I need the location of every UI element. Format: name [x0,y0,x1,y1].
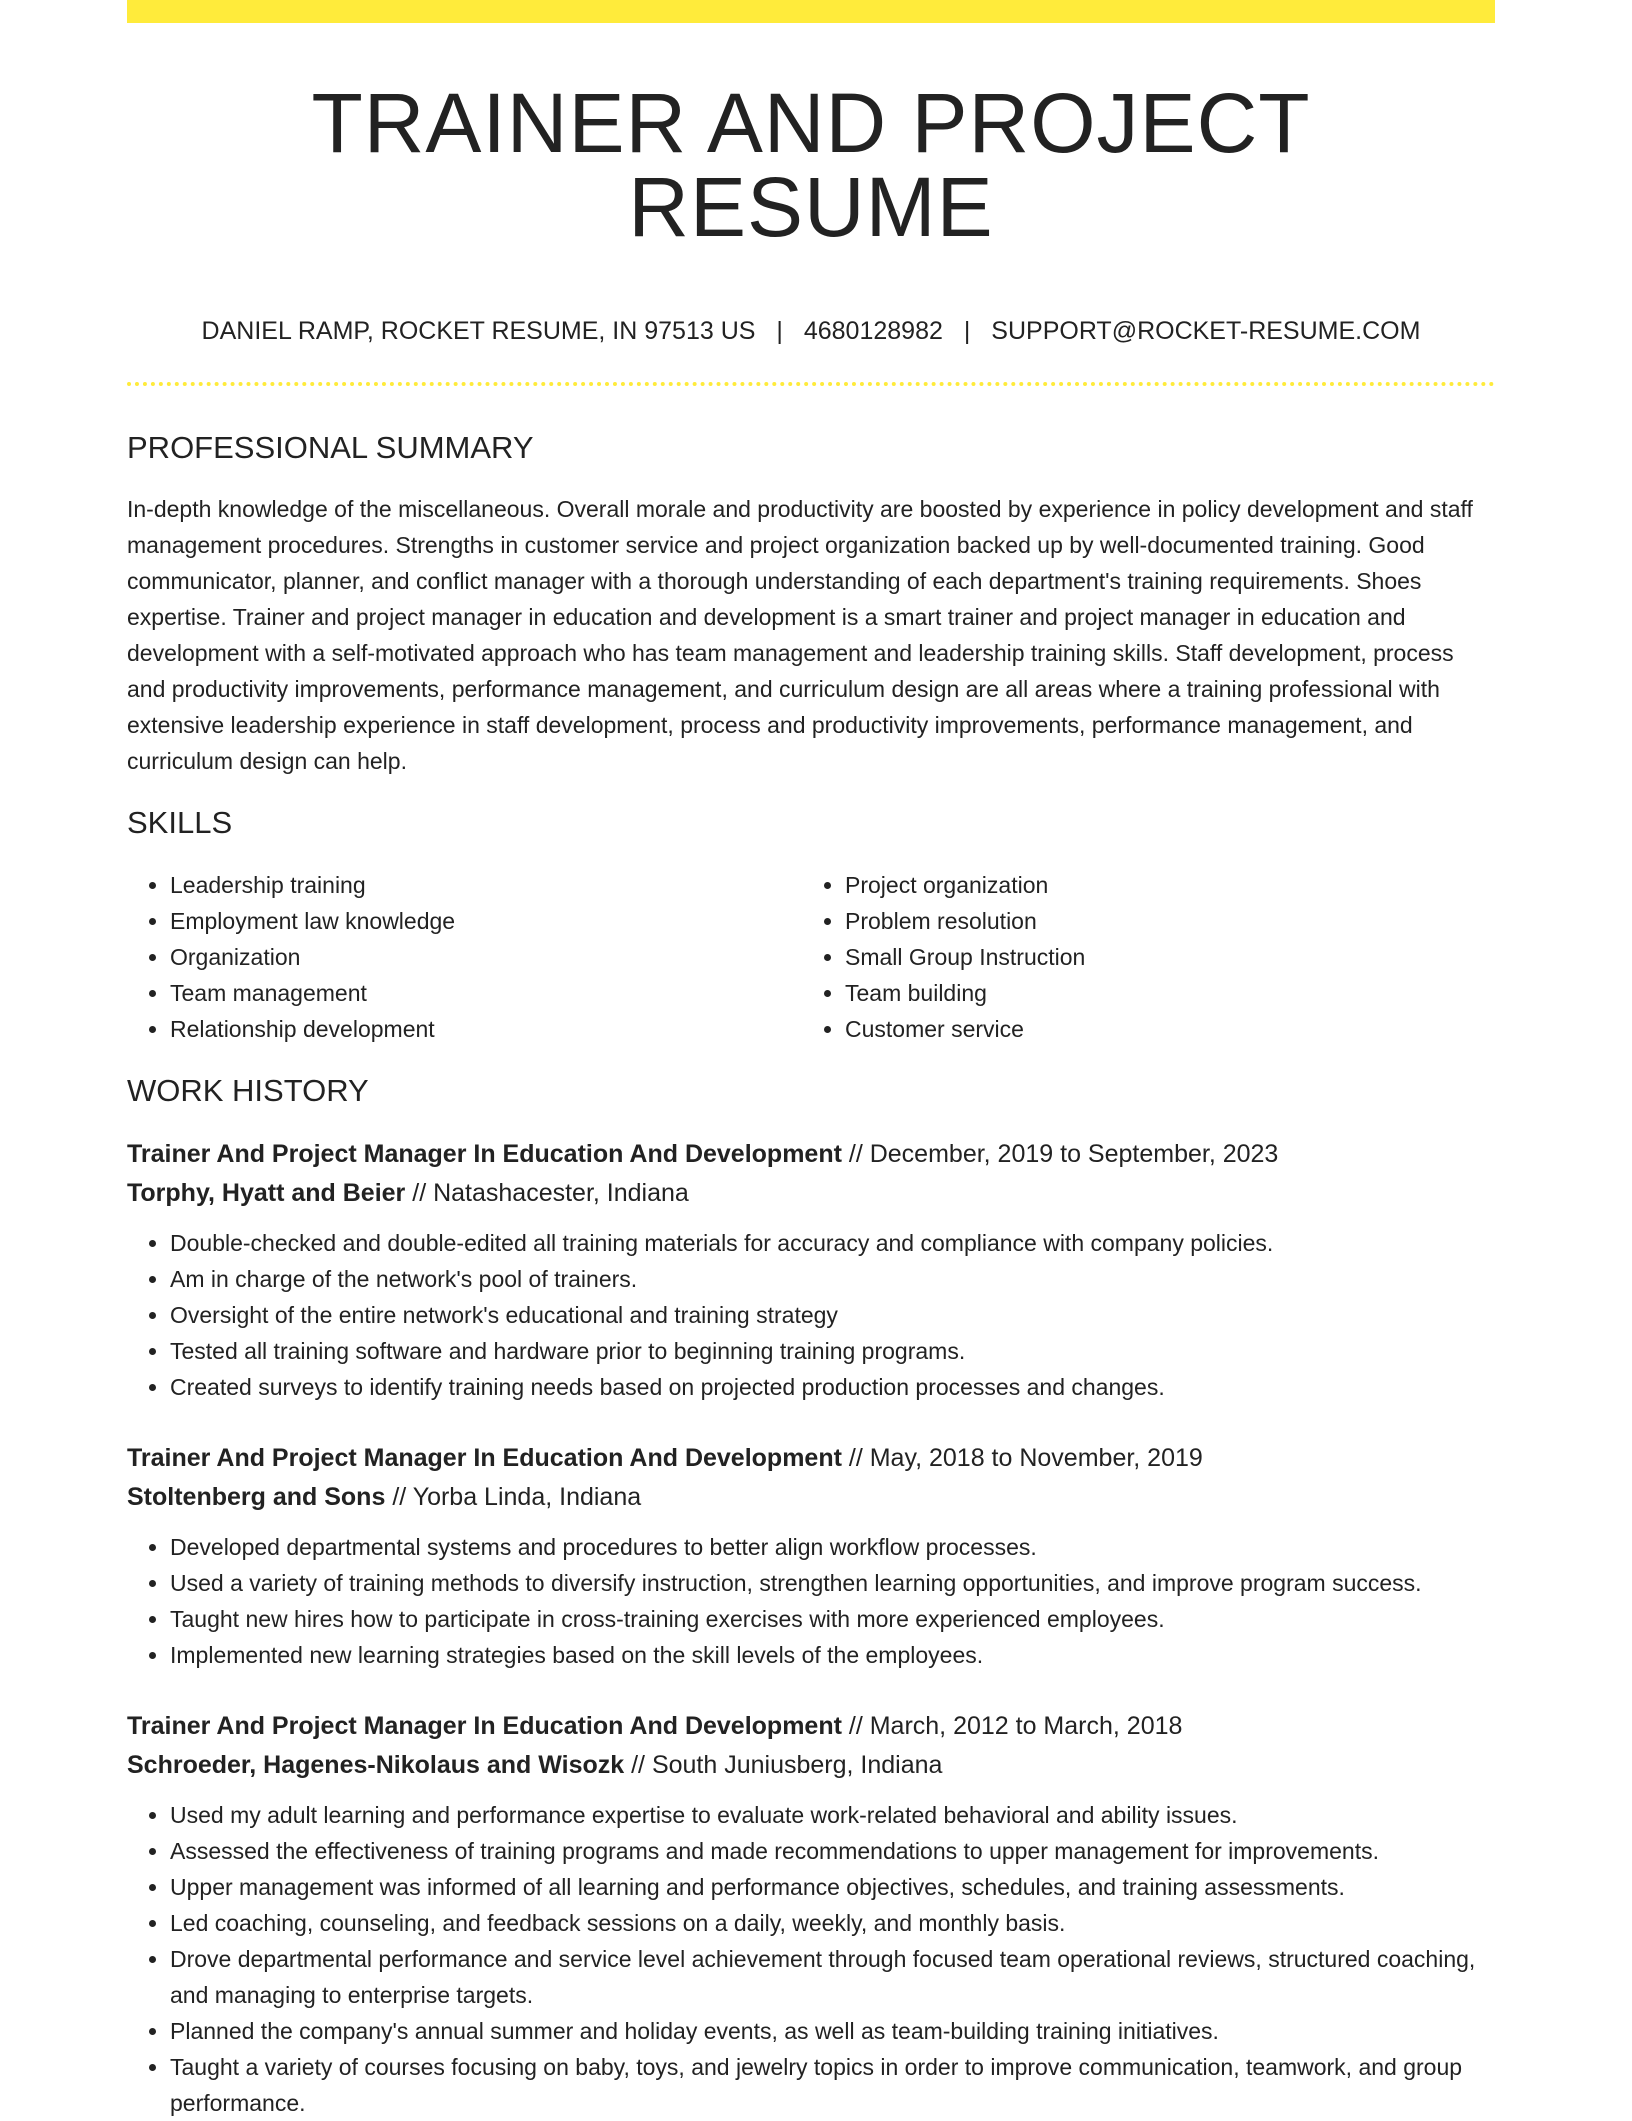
summary-heading: PROFESSIONAL SUMMARY [127,430,534,465]
contact-address: DANIEL RAMP, ROCKET RESUME, IN 97513 US [201,317,756,345]
job-location: // Natashacester, Indiana [412,1179,689,1207]
job-bullets [127,1797,1495,2121]
skill-item: • Problem resolution [845,903,1477,939]
job-dates: // May, 2018 to November, 2019 [848,1444,1203,1472]
job-company: Torphy, Hyatt and Beier [127,1179,406,1207]
summary-text: In-depth knowledge of the miscellaneous. Overall morale and productivity are boosted by experience in policy development and staff management procedures. Strengths in customer service and project organization backed up by well-documented training. Good communicator, planner, and conflict manager with a thorough understanding of each department's training requirements. Shoes expertise. Trainer and project manager in education and development is a smart trainer and project manager in education and development with a self-motivated approach who has team management and leadership training skills. Staff development, process and productivity improvements, performance management, and curriculum design are all areas where a training professional with extensive leadership experience in staff development, process and productivity improvements, performance management, and curriculum design can help. [127,496,1473,774]
job-title: Trainer And Project Manager In Education And Development [127,1140,842,1168]
skill-item: • Team building [845,975,1477,1011]
job-bullet: • Tested all training software and hardware prior to beginning training programs. [170,1333,1495,1369]
skill-item: • Relationship development [170,1011,802,1047]
job-bullet: • Led coaching, counseling, and feedback sessions on a daily, weekly, and monthly basis. [170,1905,1495,1941]
skills-column-left [127,867,802,1047]
job-location: // South Juniusberg, Indiana [631,1751,943,1779]
job-bullet: • Implemented new learning strategies based on the skill levels of the employees. [170,1637,1495,1673]
accent-bar [127,0,1495,23]
job-title-line [127,1135,1495,1174]
job-bullet: • Taught new hires how to participate in cross-training exercises with more experienced employees. [170,1601,1495,1637]
skills-list [127,867,1495,1047]
resume-page [127,0,1495,2121]
job-title: Trainer And Project Manager In Education And Development [127,1712,842,1740]
contact-email: SUPPORT@ROCKET-RESUME.COM [991,317,1421,345]
job-bullet: • Used a variety of training methods to diversify instruction, strengthen learning opportunities, and improve program success. [170,1565,1495,1601]
work-history-heading: WORK HISTORY [127,1073,369,1108]
job-bullet: • Oversight of the entire network's educational and training strategy [170,1297,1495,1333]
job-dates: // March, 2012 to March, 2018 [848,1712,1183,1740]
skill-item: • Employment law knowledge [170,903,802,939]
job-bullet: • Used my adult learning and performance expertise to evaluate work-related behavioral and ability issues. [170,1797,1495,1833]
job-bullet: • Developed departmental systems and procedures to better align workflow processes. [170,1529,1495,1565]
job-company: Schroeder, Hagenes-Nikolaus and Wisozk [127,1751,625,1779]
job-title-line [127,1707,1495,1746]
job-bullet: • Assessed the effectiveness of training programs and made recommendations to upper management for improvements. [170,1833,1495,1869]
skill-item: • Project organization [845,867,1477,903]
job-bullet: • Upper management was informed of all learning and performance objectives, schedules, and training assessments. [170,1869,1495,1905]
job-bullets [127,1529,1495,1673]
job-title: Trainer And Project Manager In Education And Development [127,1444,842,1472]
skill-item: • Small Group Instruction [845,939,1477,975]
job-bullet: • Double-checked and double-edited all training materials for accuracy and compliance with company policies. [170,1225,1495,1261]
job-bullet: • Drove departmental performance and service level achievement through focused team operational reviews, structured coaching, and managing to enterprise targets. [170,1941,1495,2013]
skill-item: • Customer service [845,1011,1477,1047]
skill-item: • Organization [170,939,802,975]
job-company-line [127,1478,1495,1517]
dotted-divider [127,382,1495,386]
job-dates: // December, 2019 to September, 2023 [848,1140,1279,1168]
job-entry [127,1707,1495,2121]
contact-separator: | [776,317,783,345]
job-bullet: • Planned the company's annual summer and holiday events, as well as team-building training initiatives. [170,2013,1495,2049]
job-bullet: • Created surveys to identify training needs based on projected production processes and changes. [170,1369,1495,1405]
job-location: // Yorba Linda, Indiana [392,1483,642,1511]
job-bullet: • Am in charge of the network's pool of trainers. [170,1261,1495,1297]
job-entry [127,1439,1495,1673]
job-bullets [127,1225,1495,1405]
job-company: Stoltenberg and Sons [127,1483,386,1511]
contact-phone: 4680128982 [803,317,943,345]
resume-title: TRAINER AND PROJECT RESUME [311,76,1311,254]
skills-column-right [802,867,1477,1047]
job-company-line [127,1746,1495,1785]
job-title-line [127,1439,1495,1478]
skill-item: • Leadership training [170,867,802,903]
skills-heading: SKILLS [127,805,233,840]
job-entry [127,1135,1495,1405]
job-bullet: • Taught a variety of courses focusing on baby, toys, and jewelry topics in order to improve communication, teamwork, and group performance. [170,2049,1495,2121]
job-company-line [127,1174,1495,1213]
contact-separator: | [963,317,971,345]
contact-line [127,317,1495,346]
skill-item: • Team management [170,975,802,1011]
